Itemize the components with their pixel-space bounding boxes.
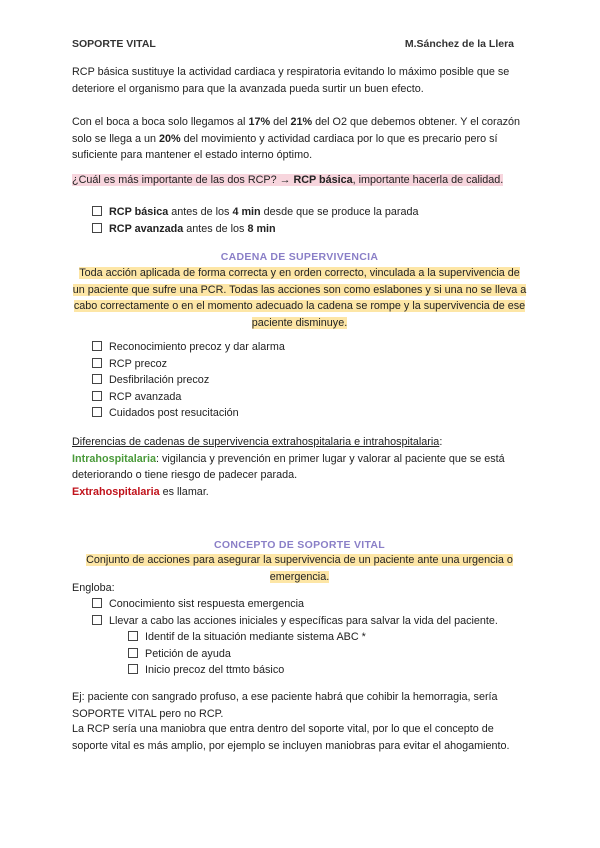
checkbox[interactable] [92, 374, 102, 384]
rcp-times-list [92, 204, 419, 237]
checkbox[interactable] [92, 206, 102, 216]
checkbox[interactable] [128, 648, 138, 658]
header-author: M.Sánchez de la Llera [404, 38, 514, 50]
checkbox[interactable] [92, 598, 102, 608]
list-item: RCP precoz [92, 356, 285, 373]
checkbox[interactable] [92, 358, 102, 368]
checkbox[interactable] [92, 407, 102, 417]
list-item: Desfibrilación precoz [92, 372, 285, 389]
list-item: Reconocimiento precoz y dar alarma [92, 339, 285, 356]
list-item: Identif de la situación mediante sistema ABC * [128, 629, 366, 646]
list-item: Inicio precoz del ttmto básico [128, 662, 366, 679]
final-paragraph: La RCP sería una maniobra que entra dentro del soporte vital, por lo que el concepto de soporte vital es más amplio, por ejemplo se incluyen maniobras para evitar el ahogamiento. [72, 723, 510, 752]
cadena-steps-list [92, 339, 285, 422]
concepto-items-list [92, 596, 498, 629]
intro-paragraph-1: RCP básica sustituye la actividad cardiaca y respiratoria evitando lo máximo posible que se deteriore el organismo para que la avanzada pueda surtir un buen efecto. [72, 66, 510, 95]
checkbox[interactable] [128, 631, 138, 641]
engloba-label: Engloba: [72, 582, 115, 594]
list-item: RCP avanzada antes de los 8 min [92, 221, 419, 238]
intro-paragraph-2: Con el boca a boca solo llegamos al 17% del 21% del O2 que debemos obtener. Y el corazón solo se llega a un 20% del movimiento y actividad cardiaca por lo que es precario pero sí suficiente para mantener el estado interno óptimo. [72, 116, 521, 161]
concepto-subitems-list [128, 629, 366, 679]
list-item: Conocimiento sist respuesta emergencia [92, 596, 498, 613]
cadena-definition: Toda acción aplicada de forma correcta y en orden correcto, vinculada a la supervivencia de un paciente que sufre una PCR. Todas las acciones son como eslabones y si una no se lleva a cabo correctamente o en el momento adecuado la cadena se rompe y la supervivencia de ese paciente disminuye. [72, 267, 527, 329]
concepto-definition: Conjunto de acciones para asegurar la supervivencia de un paciente ante una urgencia o emergencia. [86, 554, 513, 583]
list-item: Llevar a cabo las acciones iniciales y específicas para salvar la vida del paciente. [92, 613, 498, 630]
section-title-cadena: CADENA DE SUPERVIVENCIA [220, 251, 379, 263]
list-item: RCP avanzada [92, 389, 285, 406]
checkbox[interactable] [92, 223, 102, 233]
checkbox[interactable] [92, 341, 102, 351]
checkbox[interactable] [92, 615, 102, 625]
diferencias-block: Diferencias de cadenas de supervivencia extrahospitalaria e intrahospitalaria: Intrahospitalaria: vigilancia y prevención en primer lugar y valorar al paciente que se está deteriorando o tiene riesgo de padecer parada. Extrahospitalaria es llamar. [72, 436, 505, 498]
checkbox[interactable] [92, 391, 102, 401]
checkbox[interactable] [128, 664, 138, 674]
section-title-concepto: CONCEPTO DE SOPORTE VITAL [213, 539, 386, 551]
header-title: SOPORTE VITAL [72, 38, 156, 50]
list-item: Petición de ayuda [128, 646, 366, 663]
list-item: Cuidados post resucitación [92, 405, 285, 422]
example-paragraph: Ej: paciente con sangrado profuso, a ese paciente habrá que cohibir la hemorragia, sería SOPORTE VITAL pero no RCP. [72, 691, 498, 720]
list-item: RCP básica antes de los 4 min desde que se produce la parada [92, 204, 419, 221]
question-line: ¿Cuál es más importante de las dos RCP? → RCP básica, importante hacerla de calidad. [72, 174, 504, 186]
